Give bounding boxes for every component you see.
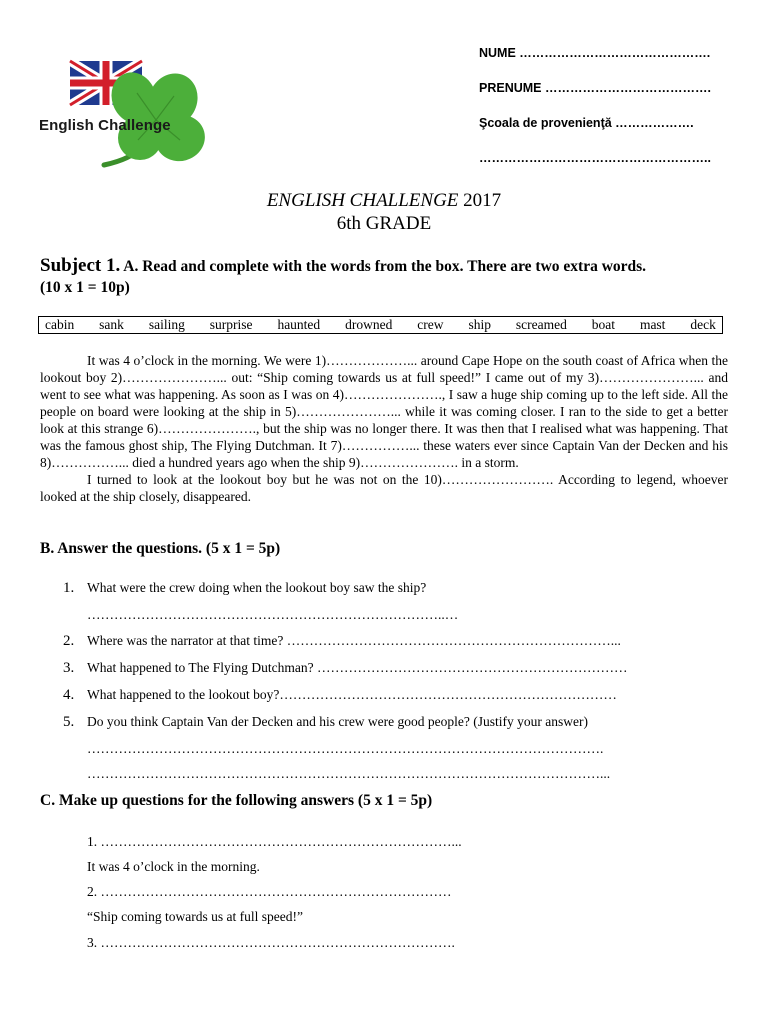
question-text[interactable]: Where was the narrator at that time? ………………………………………………………………...: [87, 633, 621, 648]
question-number: 1.: [63, 580, 75, 596]
word-item: surprise: [209, 317, 253, 332]
extra-field[interactable]: ………………………………………………..: [479, 151, 711, 165]
given-answer-1: It was 4 o’clock in the morning.: [87, 859, 260, 874]
word-item: boat: [591, 317, 616, 332]
word-item: deck: [690, 317, 716, 332]
word-item: drowned: [345, 317, 393, 332]
question-line-2[interactable]: 2. ……………………………………………………………………: [87, 884, 452, 899]
question-number: 4.: [63, 687, 75, 703]
answer-line-5b[interactable]: ……………………………………………………………………………………………………...: [87, 766, 611, 781]
grade-title: 6th GRADE: [336, 213, 432, 234]
word-item: mast: [639, 317, 666, 332]
question-2: [63, 632, 743, 650]
nume-field[interactable]: NUME ……………………………………….: [479, 46, 711, 60]
question-line-1[interactable]: 1. ……………………………………………………………………...: [87, 834, 462, 849]
title-year: 2017: [463, 190, 502, 211]
page-title: [0, 189, 768, 212]
question-text[interactable]: What happened to the lookout boy?…………………………………………………………………: [87, 687, 617, 702]
reading-passage: [40, 352, 728, 505]
word-item: haunted: [277, 317, 321, 332]
passage-paragraph-1: It was 4 o’clock in the morning. We were 1)………………... around Cape Hope on the south coast of Africa when the lookout boy 2)…………………... out: “Ship coming towards us at full speed!” I came out of my 3)…………………... and went to see what was happening. As soon as I was on 4)…………………., I saw a huge ship coming up to the left side. All the people on board were looking at the ship in 5)…………………... while it was coming closer. I ran to the side to get a better look at this strange 6)…………………., but the ship was no longer there. It was then that I realised what was happening. That was the famous ghost ship, The Flying Dutchman. It 7)……………... these waters ever since Captain Van der Decken and his 8)……………... died a hundred years ago when the ship 9)…………………. in a storm.: [40, 353, 728, 470]
answer-line-5a[interactable]: …………………………………………………………………………………………………….: [87, 741, 604, 756]
flag-clover-icon: [34, 58, 224, 173]
question-3: [63, 659, 743, 677]
word-item: sailing: [148, 317, 185, 332]
subject1-points: (10 x 1 = 10p): [40, 279, 130, 296]
word-item: ship: [468, 317, 491, 332]
english-challenge-logo: [34, 58, 224, 173]
word-item: sank: [99, 317, 124, 332]
question-line-3[interactable]: 3. …………………………………………………………………….: [87, 935, 455, 950]
answer-line-1[interactable]: ……………………………………………………………………..…: [87, 607, 459, 622]
student-info: [479, 44, 749, 184]
question-text[interactable]: What happened to The Flying Dutchman? ……………………………………………………………: [87, 660, 628, 675]
section-b-heading: B. Answer the questions. (5 x 1 = 5p): [40, 540, 281, 557]
question-number: 5.: [63, 714, 75, 730]
section-c-heading: C. Make up questions for the following answers (5 x 1 = 5p): [40, 792, 433, 809]
word-item: crew: [417, 317, 444, 332]
word-item: cabin: [45, 317, 75, 332]
passage-paragraph-2: I turned to look at the lookout boy but he was not on the 10)……………………. According to legend, whoever looked at the ship closely, disappeared.: [40, 472, 728, 504]
question-1: [63, 579, 743, 597]
question-number: 2.: [63, 633, 75, 649]
word-item: screamed: [515, 317, 567, 332]
word-box: [38, 316, 723, 334]
given-answer-2: “Ship coming towards us at full speed!”: [87, 909, 303, 924]
logo-text: English Challenge: [39, 117, 171, 134]
question-text: Do you think Captain Van der Decken and his crew were good people? (Justify your answer): [87, 714, 588, 729]
question-text: What were the crew doing when the lookout boy saw the ship?: [87, 580, 427, 595]
prenume-field[interactable]: PRENUME ………………………………….: [479, 81, 711, 95]
scoala-field[interactable]: Şcoala de provenienţă ……………….: [479, 116, 694, 130]
question-5: [63, 713, 743, 731]
subject1-label: Subject 1.: [40, 255, 121, 276]
question-number: 3.: [63, 660, 75, 676]
subject1-heading: [40, 255, 740, 298]
subject1-instructions: A. Read and complete with the words from the box. There are two extra words.: [123, 258, 647, 275]
title-name: ENGLISH CHALLENGE: [266, 190, 459, 211]
question-4: [63, 686, 743, 704]
